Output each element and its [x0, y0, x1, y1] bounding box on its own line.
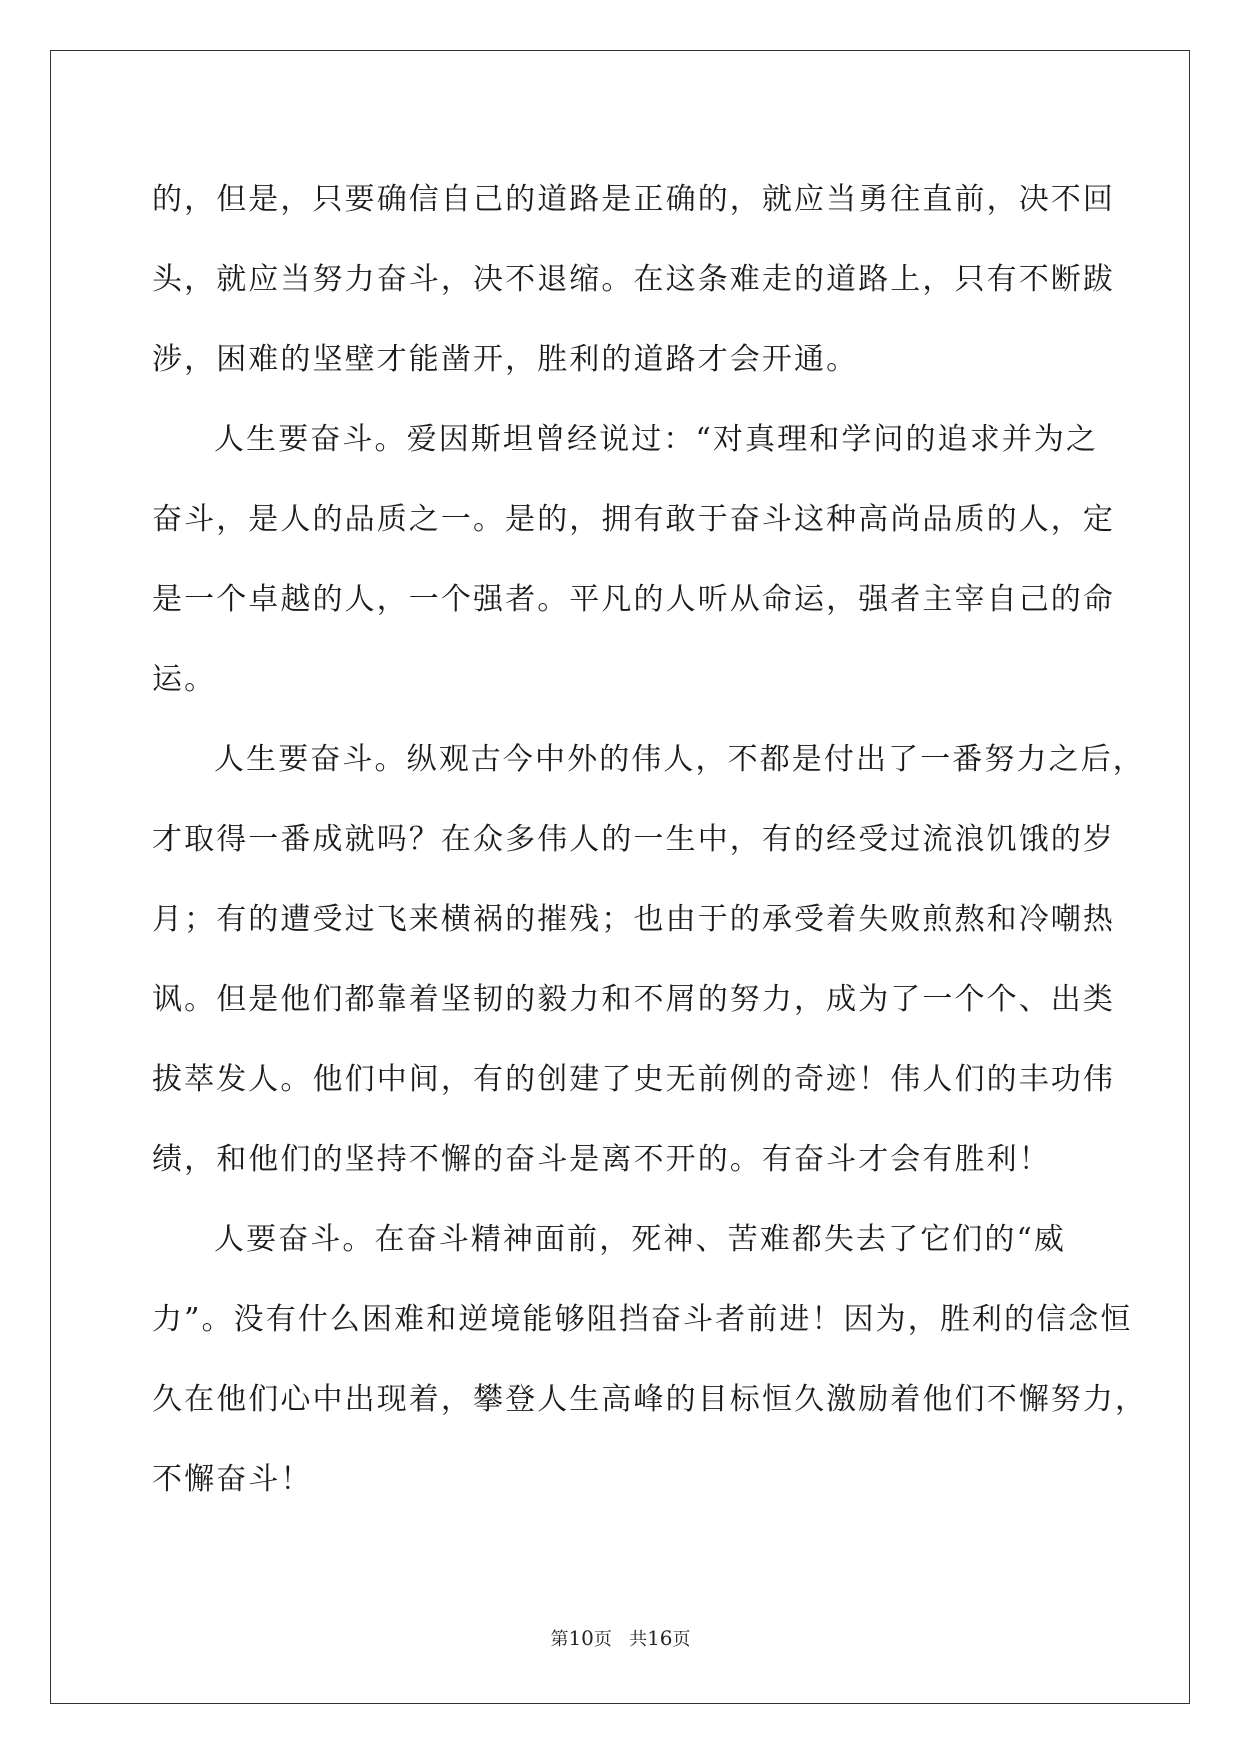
text-line: 拔萃发人。他们中间，有的创建了史无前例的奇迹！伟人们的丰功伟: [152, 1062, 1115, 1097]
total-pages-number: 16: [647, 1626, 673, 1650]
text-line: 的，但是，只要确信自己的道路是正确的，就应当勇往直前，决不回: [152, 182, 1115, 217]
footer-prefix: 第: [550, 1629, 569, 1650]
text-line: 头，就应当努力奋斗，决不退缩。在这条难走的道路上，只有不断跋: [152, 262, 1115, 297]
text-line: 讽。但是他们都靠着坚韧的毅力和不屑的努力，成为了一个个、出类: [152, 982, 1115, 1017]
footer-page-word: 页: [593, 1629, 612, 1650]
current-page-number: 10: [568, 1626, 594, 1650]
text-line: 力”。没有什么困难和逆境能够阻挡奋斗者前进！因为，胜利的信念恒: [152, 1302, 1133, 1337]
document-body: [152, 160, 1148, 1520]
text-line: 不懈奋斗！: [152, 1462, 313, 1497]
text-line: 涉，困难的坚壁才能凿开，胜利的道路才会开通。: [152, 342, 859, 377]
text-line: 才取得一番成就吗？在众多伟人的一生中，有的经受过流浪饥饿的岁: [152, 822, 1115, 857]
footer-total-prefix: 共: [629, 1629, 648, 1650]
paragraph-start-line: 人生要奋斗。爱因斯坦曾经说过：“对真理和学问的追求并为之: [214, 422, 1099, 457]
text-line: 绩，和他们的坚持不懈的奋斗是离不开的。有奋斗才会有胜利！: [152, 1142, 1051, 1177]
footer-total-suffix: 页: [672, 1629, 691, 1650]
text-line: 月；有的遭受过飞来横祸的摧残；也由于的承受着失败煎熬和冷嘲热: [152, 902, 1115, 937]
text-line: 是一个卓越的人，一个强者。平凡的人听从命运，强者主宰自己的命: [152, 582, 1115, 617]
paragraph-start-line: 人要奋斗。在奋斗精神面前，死神、苦难都失去了它们的“威: [214, 1222, 1067, 1257]
text-line: 奋斗，是人的品质之一。是的，拥有敢于奋斗这种高尚品质的人，定: [152, 502, 1115, 537]
text-line: 久在他们心中出现着，攀登人生高峰的目标恒久激励着他们不懈努力，: [152, 1382, 1148, 1417]
text-line: 运。: [152, 662, 217, 697]
paragraph-start-line: 人生要奋斗。纵观古今中外的伟人，不都是付出了一番努力之后，: [214, 742, 1145, 777]
page-footer: [0, 1625, 1241, 1651]
